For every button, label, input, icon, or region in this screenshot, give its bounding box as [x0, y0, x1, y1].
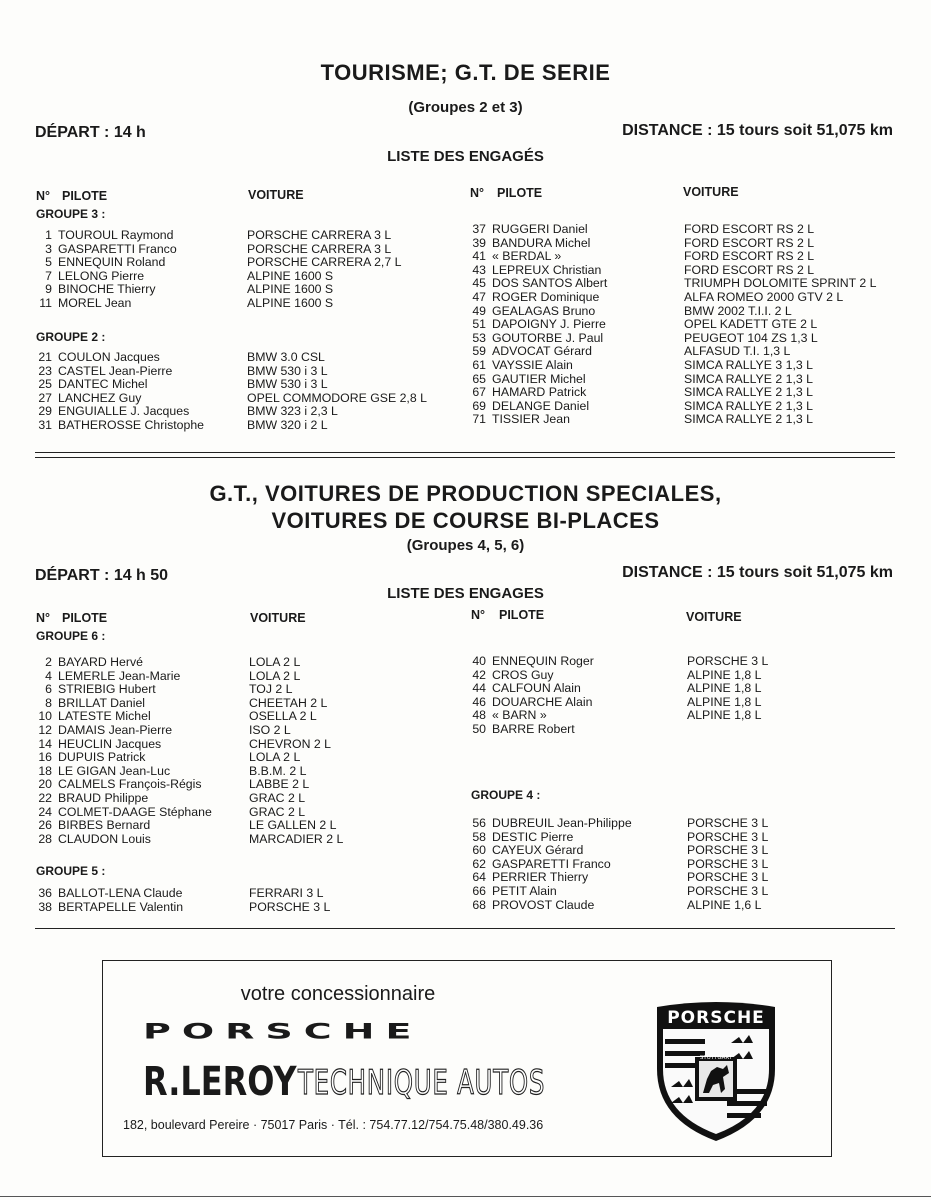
entry-pilote: ROGER Dominique — [492, 289, 600, 304]
divider-bottom — [35, 457, 895, 458]
entry-number: 39 — [472, 235, 486, 250]
section1-subtitle: (Groupes 2 et 3) — [408, 99, 523, 116]
entry-pilote: « BARN » — [492, 708, 547, 723]
entry-voiture: TOJ 2 L — [249, 682, 293, 697]
s2-col-num-right: N° — [471, 608, 486, 622]
entry-voiture: CHEVRON 2 L — [249, 736, 332, 751]
entry-number: 31 — [38, 417, 52, 432]
entry-pilote: COLMET-DAAGE Stéphane — [58, 804, 212, 819]
entry-number: 46 — [472, 694, 486, 709]
entry-number: 16 — [38, 750, 52, 765]
entry-number: 69 — [472, 398, 486, 413]
entry-row — [28, 806, 343, 820]
entry-pilote: ENNEQUIN Roger — [492, 654, 594, 668]
section2-title-line2: VOITURES DE COURSE BI-PLACES — [271, 508, 660, 533]
divider-top — [35, 452, 895, 453]
s2-group5-list — [28, 887, 330, 914]
entry-pilote: DELANGE Daniel — [492, 398, 590, 413]
entry-row — [28, 765, 343, 779]
s1-group3-label: GROUPE 3 : — [36, 207, 106, 221]
entry-voiture: ALPINE 1,8 L — [687, 694, 762, 709]
entry-number: 58 — [472, 829, 486, 844]
entry-number: 25 — [38, 377, 52, 392]
entry-row — [462, 277, 876, 291]
s1-group2-list — [28, 351, 427, 433]
s1-group3-list — [28, 229, 401, 311]
entry-voiture: BMW 323 i 2,3 L — [247, 404, 338, 419]
entry-row — [462, 871, 768, 885]
crest-stuttgart-text: STUTTGART — [699, 1055, 733, 1061]
entry-voiture: PORSCHE CARRERA 3 L — [247, 228, 392, 242]
entry-number: 11 — [39, 295, 52, 310]
entry-pilote: LATESTE Michel — [58, 709, 151, 724]
entry-row — [462, 345, 876, 359]
entry-voiture: ALPINE 1600 S — [247, 282, 334, 297]
entry-row — [462, 817, 768, 831]
s1-group2-label: GROUPE 2 : — [36, 330, 106, 344]
entry-voiture: FORD ESCORT RS 2 L — [684, 262, 815, 277]
entry-voiture: SIMCA RALLYE 2 1,3 L — [684, 412, 813, 427]
entry-pilote: ENGUIALLE J. Jacques — [58, 404, 190, 419]
entry-voiture: BMW 3.0 CSL — [247, 350, 325, 364]
entry-pilote: LELONG Pierre — [58, 268, 145, 283]
entry-voiture: PORSCHE 3 L — [249, 899, 331, 914]
entry-number: 71 — [472, 412, 486, 427]
entry-pilote: HAMARD Patrick — [492, 385, 587, 400]
s2-col-pilote-right: PILOTE — [499, 608, 545, 622]
entry-number: 48 — [472, 708, 486, 723]
entry-pilote: PERRIER Thierry — [492, 870, 589, 885]
entry-voiture: BMW 530 i 3 L — [247, 363, 328, 378]
entry-number: 5 — [45, 255, 52, 270]
entry-row — [28, 256, 401, 270]
entry-number: 4 — [45, 668, 52, 683]
entry-row — [462, 413, 876, 427]
entry-pilote: BARRE Robert — [492, 721, 575, 736]
entry-number: 26 — [38, 818, 52, 833]
entry-number: 24 — [38, 804, 52, 819]
entry-row — [28, 351, 427, 365]
entry-pilote: RUGGERI Daniel — [492, 222, 588, 236]
entry-number: 42 — [472, 667, 486, 682]
entry-voiture: ISO 2 L — [249, 722, 291, 737]
entry-number: 12 — [38, 722, 52, 737]
page-bottom-edge — [0, 1196, 931, 1197]
section2-depart: DÉPART : 14 h 50 — [35, 567, 169, 584]
entry-row — [462, 332, 876, 346]
entry-number: 51 — [472, 317, 486, 332]
entry-voiture: BMW 530 i 3 L — [247, 377, 328, 392]
entry-row — [28, 901, 330, 915]
entry-row — [462, 400, 876, 414]
entry-row — [28, 738, 343, 752]
entry-row — [462, 669, 768, 683]
entry-voiture: OPEL KADETT GTE 2 L — [684, 317, 818, 332]
entry-voiture: FERRARI 3 L — [249, 886, 324, 900]
entry-pilote: COULON Jacques — [58, 350, 160, 364]
entry-pilote: CALFOUN Alain — [492, 681, 581, 696]
entry-number: 66 — [472, 883, 486, 898]
entry-pilote: GOUTORBE J. Paul — [492, 330, 604, 345]
entry-number: 62 — [472, 856, 486, 871]
entry-voiture: MARCADIER 2 L — [249, 831, 344, 846]
section1-distance: DISTANCE : 15 tours soit 51,075 km — [622, 122, 893, 139]
entry-pilote: « BERDAL » — [492, 249, 562, 264]
entry-row — [462, 723, 768, 737]
entry-voiture: LOLA 2 L — [249, 750, 301, 765]
entry-pilote: DESTIC Pierre — [492, 829, 574, 844]
entry-voiture: PORSCHE 3 L — [687, 654, 769, 668]
entry-pilote: LEPREUX Christian — [492, 262, 602, 277]
entry-voiture: PORSCHE 3 L — [687, 856, 769, 871]
entry-voiture: FORD ESCORT RS 2 L — [684, 249, 815, 264]
entry-number: 44 — [472, 681, 486, 696]
porsche-wordmark: PORSCHE — [143, 1019, 423, 1044]
entry-pilote: BIRBES Bernard — [58, 818, 151, 833]
section2-list-title: LISTE DES ENGAGES — [387, 585, 544, 602]
entry-row — [28, 365, 427, 379]
entry-row — [28, 243, 401, 257]
entry-pilote: BALLOT-LENA Claude — [58, 886, 183, 900]
entry-pilote: GAUTIER Michel — [492, 371, 586, 386]
entry-voiture: ALPINE 1,8 L — [687, 708, 762, 723]
crest-porsche-text: PORSCHE — [667, 1008, 765, 1028]
entry-row — [462, 682, 768, 696]
entry-number: 28 — [38, 831, 52, 846]
entry-pilote: CAYEUX Gérard — [492, 843, 584, 858]
dealer-tagline: TECHNIQUE AUTOS — [298, 1063, 546, 1103]
entry-row — [28, 833, 343, 847]
entry-voiture: PORSCHE 3 L — [687, 883, 769, 898]
entry-number: 50 — [472, 721, 486, 736]
entry-voiture: SIMCA RALLYE 2 1,3 L — [684, 385, 813, 400]
entry-voiture: PORSCHE CARRERA 3 L — [247, 241, 392, 256]
s1-col-voiture-left: VOITURE — [248, 188, 304, 202]
entry-number: 37 — [472, 222, 486, 236]
entry-row — [28, 887, 330, 901]
entry-number: 43 — [472, 262, 486, 277]
entry-row — [462, 858, 768, 872]
entry-voiture: OSELLA 2 L — [249, 709, 317, 724]
s2-group6-list — [28, 656, 343, 846]
entry-voiture: OPEL COMMODORE GSE 2,8 L — [247, 390, 427, 405]
dealer-address: 182, boulevard Pereire · 75017 Paris · Tél. : 754.77.12/754.75.48/380.49.36 — [123, 1118, 544, 1132]
entry-voiture: SIMCA RALLYE 3 1,3 L — [684, 357, 813, 372]
s2-col-voiture-left: VOITURE — [250, 611, 306, 625]
entry-pilote: HEUCLIN Jacques — [58, 736, 162, 751]
entry-row — [462, 885, 768, 899]
entry-pilote: BAYARD Hervé — [58, 655, 143, 669]
entry-number: 8 — [45, 695, 52, 710]
entry-row — [28, 656, 343, 670]
section2-distance: DISTANCE : 15 tours soit 51,075 km — [622, 564, 893, 581]
entry-pilote: BATHEROSSE Christophe — [58, 417, 205, 432]
entry-number: 20 — [38, 777, 52, 792]
entry-number: 36 — [38, 886, 52, 900]
entry-voiture: PEUGEOT 104 ZS 1,3 L — [684, 330, 818, 345]
s1-col-num-left: N° — [36, 189, 51, 203]
entry-voiture: PORSCHE CARRERA 2,7 L — [247, 255, 402, 270]
section2-title-line1: G.T., VOITURES DE PRODUCTION SPECIALES, — [209, 481, 722, 506]
entry-row — [28, 297, 401, 311]
entry-voiture: SIMCA RALLYE 2 1,3 L — [684, 398, 813, 413]
entry-pilote: BERTAPELLE Valentin — [58, 899, 184, 914]
entry-number: 60 — [472, 843, 486, 858]
entry-row — [462, 899, 768, 913]
s2-col-num-left: N° — [36, 611, 51, 625]
s1-right-list — [462, 223, 876, 427]
entry-voiture: SIMCA RALLYE 2 1,3 L — [684, 371, 813, 386]
entry-pilote: GASPARETTI Franco — [492, 856, 611, 871]
entry-number: 23 — [38, 363, 52, 378]
ad-intro-text: votre concessionnaire — [240, 983, 436, 1005]
dealer-name: R.LEROY — [143, 1059, 297, 1105]
entry-row — [462, 696, 768, 710]
entry-row — [462, 305, 876, 319]
entry-row — [28, 419, 427, 433]
entry-row — [28, 683, 343, 697]
entry-number: 14 — [38, 736, 52, 751]
entry-number: 67 — [472, 385, 486, 400]
entry-voiture: ALPINE 1,6 L — [687, 897, 762, 912]
entry-pilote: CROS Guy — [492, 667, 554, 682]
entry-pilote: DOUARCHE Alain — [492, 694, 593, 709]
entry-pilote: LE GIGAN Jean-Luc — [58, 763, 171, 778]
divider-section2-end — [35, 928, 895, 929]
entry-pilote: CLAUDON Louis — [58, 831, 151, 846]
entry-number: 47 — [472, 289, 486, 304]
entry-row — [28, 710, 343, 724]
entry-row — [28, 819, 343, 833]
dealer-advertisement — [102, 960, 832, 1157]
entry-number: 45 — [472, 276, 486, 291]
s2-group4-label: GROUPE 4 : — [471, 788, 541, 802]
entry-number: 1 — [45, 228, 52, 242]
entry-row — [28, 792, 343, 806]
entry-voiture: ALFASUD T.I. 1,3 L — [684, 344, 791, 359]
entry-voiture: B.B.M. 2 L — [249, 763, 307, 778]
entry-pilote: PETIT Alain — [492, 883, 557, 898]
entry-pilote: VAYSSIE Alain — [492, 357, 573, 372]
entry-voiture: PORSCHE 3 L — [687, 829, 769, 844]
entry-pilote: STRIEBIG Hubert — [58, 682, 156, 697]
entry-pilote: CASTEL Jean-Pierre — [58, 363, 173, 378]
entry-row — [28, 697, 343, 711]
entry-voiture: LABBE 2 L — [249, 777, 310, 792]
s2-group6-label: GROUPE 6 : — [36, 629, 106, 643]
entry-pilote: DAMAIS Jean-Pierre — [58, 722, 173, 737]
entry-voiture: LOLA 2 L — [249, 655, 301, 669]
entry-pilote: CALMELS François-Régis — [58, 777, 202, 792]
entry-voiture: GRAC 2 L — [249, 804, 306, 819]
s1-col-num-right: N° — [470, 186, 485, 200]
entry-row — [28, 724, 343, 738]
s2-right-list — [462, 655, 768, 737]
entry-pilote: TISSIER Jean — [492, 412, 570, 427]
entry-number: 6 — [45, 682, 52, 697]
section1-title: TOURISME; G.T. DE SERIE — [320, 60, 611, 85]
entry-number: 2 — [45, 655, 52, 669]
entry-pilote: BRAUD Philippe — [58, 790, 149, 805]
entry-number: 29 — [38, 404, 52, 419]
s2-group5-label: GROUPE 5 : — [36, 864, 106, 878]
entry-number: 10 — [38, 709, 52, 724]
entry-pilote: MOREL Jean — [58, 295, 132, 310]
entry-row — [28, 392, 427, 406]
entry-number: 41 — [472, 249, 486, 264]
entry-row — [462, 223, 876, 237]
entry-row — [28, 751, 343, 765]
entry-pilote: GASPARETTI Franco — [58, 241, 177, 256]
s2-col-voiture-right: VOITURE — [686, 610, 742, 624]
entry-pilote: DUBREUIL Jean-Philippe — [492, 816, 632, 830]
entry-voiture: ALPINE 1,8 L — [687, 681, 762, 696]
entry-row — [462, 250, 876, 264]
entry-row — [462, 655, 768, 669]
entry-row — [462, 831, 768, 845]
section2-subtitle: (Groupes 4, 5, 6) — [406, 537, 525, 554]
entry-pilote: DANTEC Michel — [58, 377, 148, 392]
entry-voiture: FORD ESCORT RS 2 L — [684, 235, 815, 250]
s1-col-pilote-right: PILOTE — [497, 186, 543, 200]
entry-number: 7 — [45, 268, 52, 283]
entry-voiture: FORD ESCORT RS 2 L — [684, 222, 815, 236]
entry-number: 21 — [38, 350, 52, 364]
entry-row — [28, 270, 401, 284]
entry-row — [462, 844, 768, 858]
entry-pilote: DOS SANTOS Albert — [492, 276, 608, 291]
entry-number: 61 — [472, 357, 486, 372]
entry-voiture: ALPINE 1600 S — [247, 268, 334, 283]
s2-group4-list — [462, 817, 768, 912]
entry-pilote: PROVOST Claude — [492, 897, 595, 912]
entry-row — [462, 373, 876, 387]
entry-number: 18 — [38, 763, 52, 778]
entry-pilote: LEMERLE Jean-Marie — [58, 668, 181, 683]
entry-row — [462, 318, 876, 332]
entry-row — [462, 291, 876, 305]
s2-col-pilote-left: PILOTE — [62, 611, 108, 625]
entry-voiture: PORSCHE 3 L — [687, 843, 769, 858]
entry-number: 49 — [472, 303, 486, 318]
entry-pilote: ENNEQUIN Roland — [58, 255, 166, 270]
entry-voiture: LOLA 2 L — [249, 668, 301, 683]
entry-row — [462, 359, 876, 373]
entry-pilote: BINOCHE Thierry — [58, 282, 156, 297]
entry-pilote: ADVOCAT Gérard — [492, 344, 592, 359]
s1-col-pilote-left: PILOTE — [62, 189, 108, 203]
entry-number: 53 — [472, 330, 486, 345]
entry-row — [28, 405, 427, 419]
entry-number: 3 — [45, 241, 52, 256]
entry-voiture: PORSCHE 3 L — [687, 870, 769, 885]
entry-row — [28, 670, 343, 684]
entry-number: 22 — [38, 790, 52, 805]
s1-col-voiture-right: VOITURE — [683, 185, 739, 199]
entry-voiture: GRAC 2 L — [249, 790, 306, 805]
porsche-crest-logo — [651, 999, 781, 1149]
section1-depart: DÉPART : 14 h — [35, 124, 146, 141]
entry-number: 68 — [472, 897, 486, 912]
entry-pilote: BANDURA Michel — [492, 235, 591, 250]
entry-pilote: DAPOIGNY J. Pierre — [492, 317, 606, 332]
entry-pilote: LANCHEZ Guy — [58, 390, 142, 405]
entry-number: 64 — [472, 870, 486, 885]
entry-voiture: CHEETAH 2 L — [249, 695, 328, 710]
entry-row — [28, 378, 427, 392]
entry-row — [28, 778, 343, 792]
entry-number: 56 — [472, 816, 486, 830]
entry-number: 65 — [472, 371, 486, 386]
entry-number: 38 — [38, 899, 52, 914]
entry-row — [462, 386, 876, 400]
entry-number: 27 — [38, 390, 52, 405]
entry-pilote: TOUROUL Raymond — [58, 228, 174, 242]
entry-voiture: ALFA ROMEO 2000 GTV 2 L — [684, 289, 844, 304]
section1-list-title: LISTE DES ENGAGÉS — [387, 148, 544, 165]
entry-voiture: PORSCHE 3 L — [687, 816, 769, 830]
entry-row — [462, 709, 768, 723]
entry-voiture: LE GALLEN 2 L — [249, 818, 337, 833]
entry-pilote: BRILLAT Daniel — [58, 695, 146, 710]
entry-row — [462, 237, 876, 251]
entry-number: 40 — [472, 654, 486, 668]
entry-number: 9 — [45, 282, 52, 297]
entry-voiture: TRIUMPH DOLOMITE SPRINT 2 L — [684, 276, 877, 291]
entry-voiture: ALPINE 1,8 L — [687, 667, 762, 682]
entry-number: 59 — [472, 344, 486, 359]
entry-voiture: BMW 320 i 2 L — [247, 417, 328, 432]
entry-row — [462, 264, 876, 278]
entry-voiture: ALPINE 1600 S — [247, 295, 334, 310]
entry-row — [28, 229, 401, 243]
entry-pilote: DUPUIS Patrick — [58, 750, 146, 765]
entry-voiture: BMW 2002 T.I.I. 2 L — [684, 303, 792, 318]
entry-pilote: GEALAGAS Bruno — [492, 303, 596, 318]
entry-row — [28, 283, 401, 297]
